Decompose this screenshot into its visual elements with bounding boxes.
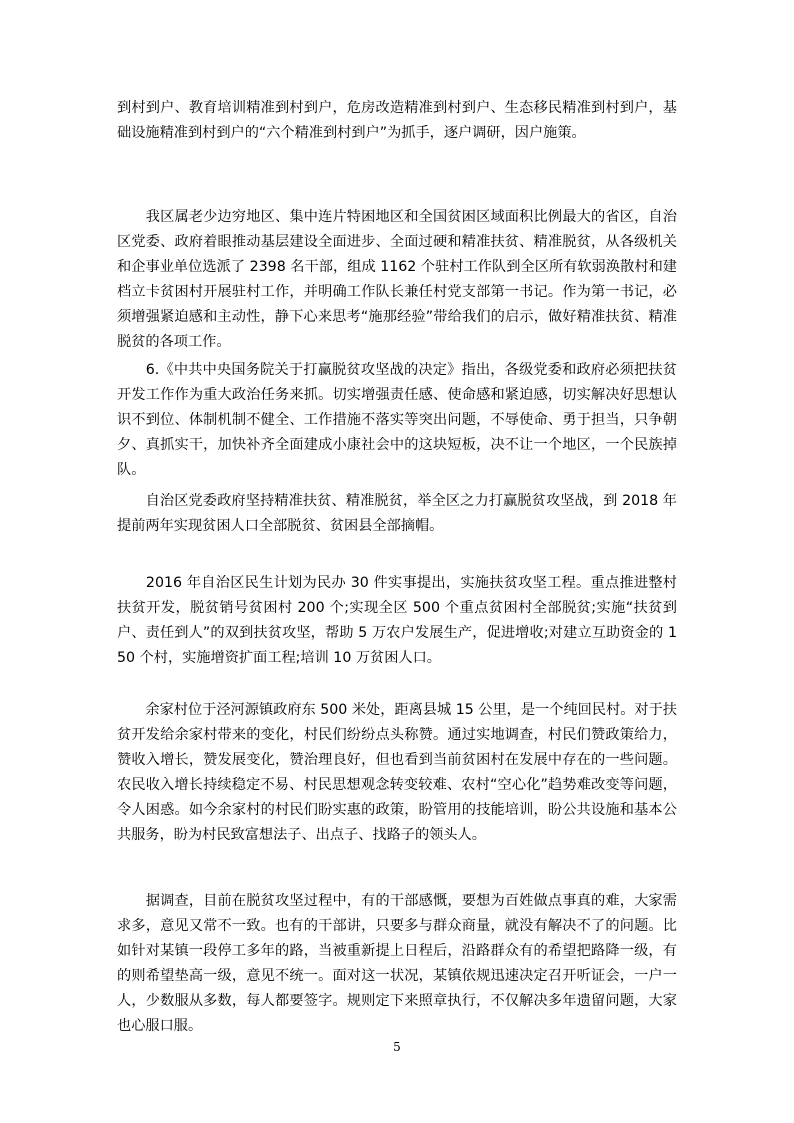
paragraph-4: 自治区党委政府坚持精准扶贫、精准脱贫，举全区之力打赢脱贫攻坚战，到 2018 年提前两年实现贫困人口全部脱贫、贫困县全部摘帽。: [117, 493, 677, 534]
paragraph-7: 据调查，目前在脱贫攻坚过程中，有的干部感慨，要想为百姓做点事真的难，大家需求多，意见又常不一致。也有的干部讲，只要多与群众商量，就没有解决不了的问题。比如针对某镇一段停工多年的路，当被重新提上日程后，沿路群众有的希望把路降一级，有的则希望垫高一级，意见不统一。面对这一状况，某镇依规迅速决定召开听证会，一户一人，少数服从多数，每人都要签字。规则定下来照章执行，不仅解决多年遗留问题，大家也心服口服。: [117, 893, 677, 1034]
paragraph-2: 我区属老少边穷地区、集中连片特困地区和全国贫困区域面积比例最大的省区，自治区党委、政府着眼推动基层建设全面进步、全面过硬和精准扶贫、精准脱贫，从各级机关和企事业单位选派了 2398 名干部，组成 1162 个驻村工作队到全区所有软弱涣散村和建档立卡贫困村开展驻村工作，并明确工作队长兼任村党支部第一书记。作为第一书记，必须增强紧迫感和主动性，静下心来思考“施那经验”带给我们的启示，做好精准扶贫、精准脱贫的各项工作。: [117, 209, 677, 350]
page-number: 5: [393, 1040, 401, 1054]
paragraph-3: 6.《中共中央国务院关于打赢脱贫攻坚战的决定》指出，各级党委和政府必须把扶贫开发工作作为重大政治任务来抓。切实增强责任感、使命感和紧迫感，切实解决好思想认识不到位、体制机制不健全、工作措施不落实等突出问题，不辱使命、勇于担当，只争朝夕、真抓实干，加快补齐全面建成小康社会中的这块短板，决不让一个地区，一个民族掉队。: [117, 362, 677, 478]
paragraph-6: 余家村位于泾河源镇政府东 500 米处，距离县城 15 公里，是一个纯回民村。对于扶贫开发给余家村带来的变化，村民们纷纷点头称赞。通过实地调查，村民们赞政策给力，赞收入增长，赞发展变化，赞治理良好，但也看到当前贫困村在发展中存在的一些问题。农民收入增长持续稳定不易、村民思想观念转变较难、农村“空心化”趋势难改变等问题，令人困惑。如今余家村的村民们盼实惠的政策，盼管用的技能培训，盼公共设施和基本公共服务，盼为村民致富想法子、出点子、找路子的领头人。: [117, 702, 677, 843]
paragraph-5: 2016 年自治区民生计划为民办 30 件实事提出，实施扶贫攻坚工程。重点推进整村扶贫开发，脱贫销号贫困村 200 个;实现全区 500 个重点贫困村全部脱贫;实施“扶贫到户、责任到人”的双到扶贫攻坚，帮助 5 万农户发展生产，促进增收;对建立互助资金的 150 个村，实施增资扩面工程;培训 10 万贫困人口。: [117, 575, 677, 666]
paragraph-1: 到村到户、教育培训精准到村到户，危房改造精准到村到户、生态移民精准到村到户，基础设施精准到村到户的“六个精准到村到户”为抓手，逐户调研，因户施策。: [117, 100, 677, 141]
